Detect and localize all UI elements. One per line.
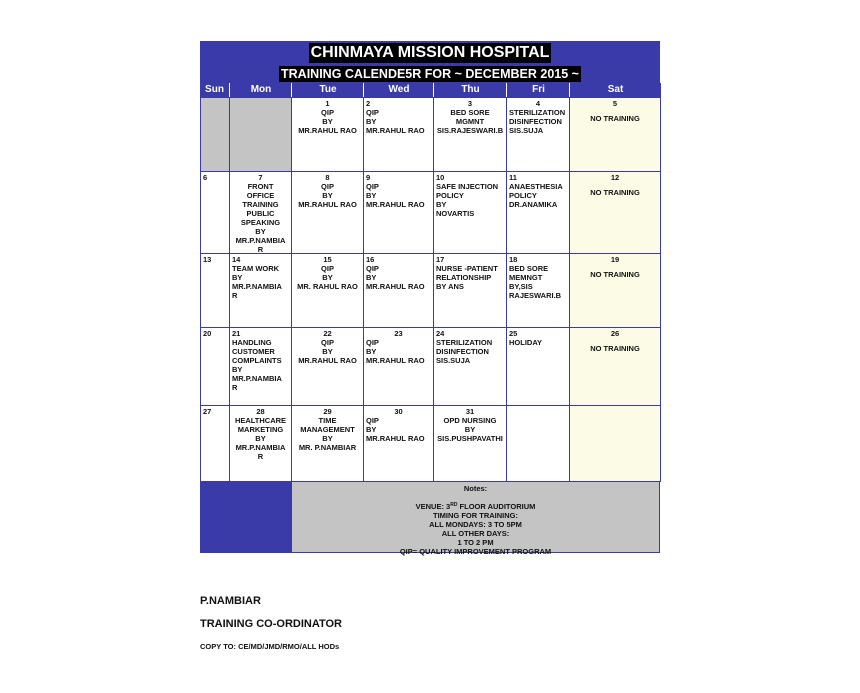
event-text: HANDLING CUSTOMER COMPLAINTS BY MR.P.NAMBIA R [232,338,282,392]
day-number: 19 [610,255,620,264]
day-number: 8 [325,173,330,182]
event-text: NO TRAINING [590,270,640,279]
notes-venue [292,501,659,511]
event-text: NO TRAINING [590,344,640,353]
day-number: 22 [323,329,332,338]
event-text: BED SORE MEMNGT BY,SIS RAJESWARI.B [509,264,562,300]
day-number: 14 [232,255,241,264]
day-number: 4 [535,99,541,108]
event-text: QIP BY MR.RAHUL RAO [298,182,357,209]
calendar-cell [569,253,661,328]
calendar-cell [291,171,364,254]
day-number: 20 [203,329,212,338]
event-text: QIP BY MR. RAHUL RAO [297,264,358,291]
event-text: QIP BY MR.RAHUL RAO [298,108,357,135]
day-number: 23 [394,329,403,338]
calendar-cell [363,405,434,482]
calendar-cell [291,327,364,406]
calendar-cell [569,405,661,482]
day-number: 27 [203,407,212,416]
calendar-subtitle: TRAINING CALENDE5R FOR ~ DECEMBER 2015 ~ [281,67,579,81]
calendar-cell [200,171,230,254]
day-number: 26 [610,329,620,338]
calendar-cell [506,327,570,406]
calendar-subtitle-bar [200,64,660,83]
day-number: 3 [467,99,473,108]
event-text: QIP BY MR.RAHUL RAO [366,338,425,365]
event-text: QIP BY MR.RAHUL RAO [366,264,425,291]
notes-mondays: ALL MONDAYS: 3 TO 5PM [429,520,522,529]
calendar-cell [229,171,292,254]
calendar-cell [569,97,661,172]
event-text: TEAM WORK BY MR.P.NAMBIA R [232,264,282,300]
event-text: TIME MANAGEMENT BY MR. P.NAMBIAR [298,416,357,452]
day-number: 16 [366,255,375,264]
calendar-cell [291,253,364,328]
notes-qip: QIP= QUALITY IMPROVEMENT PROGRAM [399,547,552,556]
day-number: 12 [610,173,620,182]
calendar-cell [569,327,661,406]
calendar-cell [200,97,230,172]
calendar-cell [363,327,434,406]
calendar-cell [506,253,570,328]
day-number: 5 [612,99,618,108]
event-text: FRONT OFFICE TRAINING PUBLIC SPEAKING BY MR.P.NAMBIA R [235,182,286,254]
calendar-cell [433,405,507,482]
calendar-cell [433,253,507,328]
signature-role: TRAINING CO-ORDINATOR [200,618,342,630]
event-text: NO TRAINING [590,188,640,197]
day-number: 30 [394,407,403,416]
calendar-cell [433,97,507,172]
calendar-cell [229,97,292,172]
calendar-cell [200,327,230,406]
calendar-cell [363,97,434,172]
day-header-tue: Tue [291,83,364,97]
calendar-cell [363,253,434,328]
day-header-mon: Mon [229,83,292,97]
calendar-cell [433,327,507,406]
venue-prefix: VENUE: 3 [415,502,451,511]
calendar-cell [506,405,570,482]
hospital-title-bar [200,41,660,64]
day-number: 15 [323,255,332,264]
day-number: 6 [203,173,208,182]
event-text: SAFE INJECTION POLICY BY NOVARTIS [436,182,499,218]
event-text: QIP BY MR.RAHUL RAO [366,108,425,135]
notes-label: Notes: [463,484,488,493]
notes-timing: TIMING FOR TRAINING: [433,511,518,520]
calendar-cell [229,253,292,328]
event-text: HOLIDAY [509,338,543,347]
day-number: 17 [436,255,445,264]
day-number: 31 [465,407,475,416]
event-text: OPD NURSING BY SIS.PUSHPAVATHI [437,416,503,443]
signature-name: P.NAMBIAR [200,595,261,607]
calendar-cell [200,405,230,482]
day-header-thu: Thu [433,83,507,97]
event-text: NO TRAINING [590,114,640,123]
calendar-cell [363,171,434,254]
day-header-fri: Fri [506,83,570,97]
event-text: STERILIZATION DISINFECTION SIS.SUJA [436,338,493,365]
day-number: 7 [258,173,263,182]
day-number: 21 [232,329,241,338]
day-number: 10 [436,173,445,182]
day-number: 11 [509,173,517,182]
day-number: 9 [366,173,371,182]
event-text: QIP BY MR.RAHUL RAO [366,416,425,443]
day-number: 2 [366,99,371,108]
calendar-cell [291,97,364,172]
venue-sup: RD [450,502,458,508]
calendar-cell [200,253,230,328]
event-text: STERILIZATION DISINFECTION SIS.SUJA [509,108,566,135]
calendar-cell [506,97,570,172]
notes-other-time: 1 TO 2 PM [457,538,494,547]
day-number: 18 [509,255,518,264]
event-text: NURSE -PATIENT RELATIONSHIP BY ANS [436,264,498,291]
event-text: HEALTHCARE MARKETING BY MR.P.NAMBIA R [234,416,287,461]
hospital-title: CHINMAYA MISSION HOSPITAL [310,44,550,61]
copy-to-line: COPY TO: CE/MD/JMD/RMO/ALL HODs [200,642,340,651]
day-header-sun: Sun [200,83,229,97]
calendar-cell [506,171,570,254]
day-header-sat: Sat [569,83,661,97]
calendar-cell [229,405,292,482]
event-text: ANAESTHESIA POLICY DR.ANAMIKA [509,182,563,209]
day-header-wed: Wed [363,83,434,97]
day-number: 29 [323,407,332,416]
day-number: 13 [203,255,212,264]
calendar-cell [433,171,507,254]
notes-box [291,481,660,556]
event-text: QIP BY MR.RAHUL RAO [298,338,357,365]
notes-other: ALL OTHER DAYS: [441,529,510,538]
calendar-cell [569,171,661,254]
calendar-cell [291,405,364,482]
day-number: 28 [256,407,265,416]
day-number: 1 [325,99,330,108]
venue-suffix: FLOOR AUDITORIUM [457,502,536,511]
event-text: QIP BY MR.RAHUL RAO [366,182,425,209]
day-number: 24 [436,329,445,338]
calendar-cell [229,327,292,406]
event-text: BED SORE MGMNT SIS.RAJESWARI.B [436,108,504,135]
day-number: 25 [509,329,518,338]
